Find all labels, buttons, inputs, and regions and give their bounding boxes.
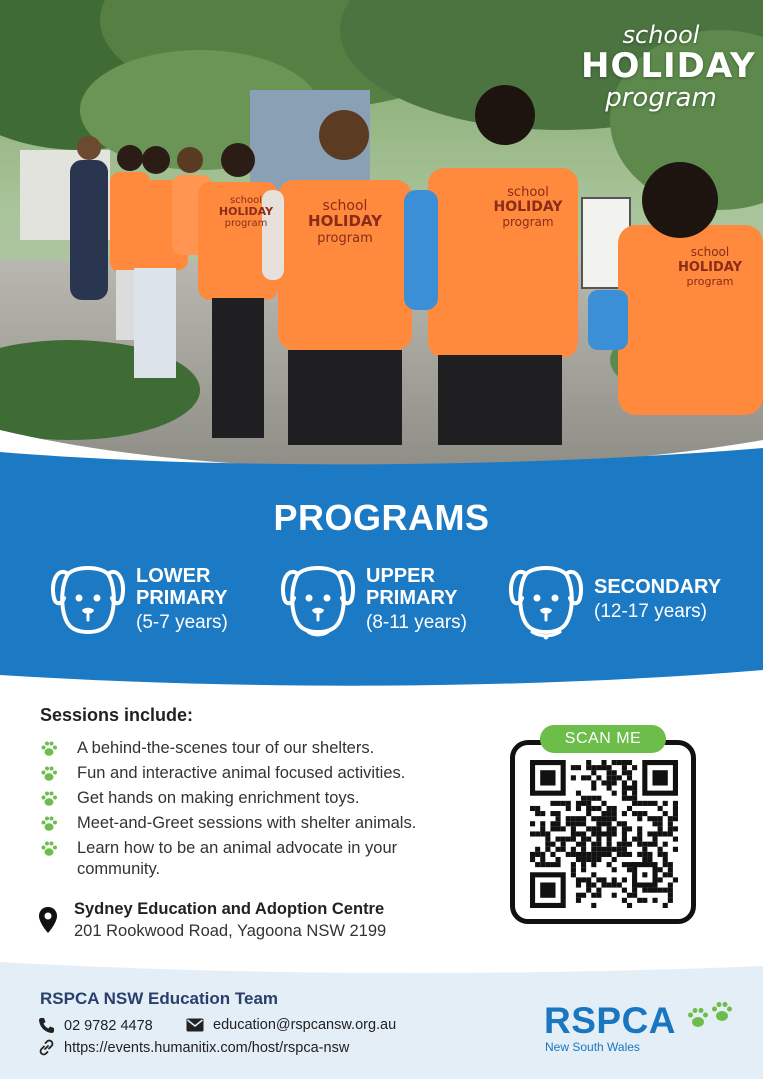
email-contact[interactable] (186, 1017, 396, 1033)
program-age-range: (12-17 years) (594, 600, 707, 622)
paw-icon (40, 815, 58, 833)
school-holiday-program-logo (581, 21, 756, 113)
hero-photo (0, 0, 763, 470)
program-name-line1: UPPER (366, 564, 435, 587)
svg-text:HOLIDAY: HOLIDAY (493, 199, 563, 215)
program-age-range: (5-7 years) (136, 611, 228, 633)
footer-team-name: RSPCA NSW Education Team (40, 989, 279, 1008)
svg-text:school: school (229, 195, 263, 206)
paw-icon (40, 790, 58, 808)
dog-face-icon (280, 560, 356, 640)
svg-text:HOLIDAY: HOLIDAY (218, 205, 274, 218)
program-name-line2: PRIMARY (136, 586, 228, 609)
program-secondary (508, 555, 721, 645)
map-pin-icon (38, 906, 58, 934)
svg-text:HOLIDAY: HOLIDAY (677, 260, 743, 275)
session-text: Meet-and-Greet sessions with shelter animals. (77, 814, 417, 832)
program-age-range: (8-11 years) (366, 611, 468, 633)
svg-text:school: school (690, 245, 730, 259)
rspca-logo-wordmark: RSPCA (544, 1000, 677, 1041)
svg-text:school: school (507, 185, 549, 200)
rspca-logo-subtitle: New South Wales (545, 1040, 640, 1054)
svg-text:program: program (317, 231, 373, 246)
link-icon (38, 1039, 55, 1056)
list-item (40, 813, 480, 834)
svg-text:school: school (322, 198, 368, 214)
sessions-title: Sessions include: (40, 705, 194, 725)
paw-icon (40, 740, 58, 758)
paw-icon (40, 765, 58, 783)
paw-icon (40, 840, 58, 858)
event-url[interactable]: https://events.humanitix.com/host/rspca-nsw (64, 1039, 350, 1056)
logo-line-program: program (605, 83, 717, 113)
dog-face-icon (50, 560, 126, 640)
list-item (40, 738, 480, 759)
programs-title: PROGRAMS (273, 497, 490, 538)
location-address: 201 Rookwood Road, Yagoona NSW 2199 (74, 922, 387, 940)
list-item (40, 763, 480, 784)
logo-line-holiday: HOLIDAY (581, 46, 756, 86)
session-text: Learn how to be an animal advocate in your community. (77, 839, 398, 878)
session-text: A behind-the-scenes tour of our shelters. (77, 739, 375, 757)
program-lower-primary (50, 555, 228, 645)
program-name-line2: PRIMARY (366, 586, 458, 609)
qr-code[interactable] (530, 760, 678, 908)
program-name-line1: LOWER (136, 564, 211, 587)
dog-face-icon (508, 560, 584, 640)
session-text: Fun and interactive animal focused activities. (77, 764, 406, 782)
phone-number[interactable]: 02 9782 4478 (64, 1017, 153, 1034)
logo-line-school: school (622, 21, 700, 49)
scan-me-badge: SCAN ME (540, 725, 666, 753)
rspca-paw-prints-icon (686, 994, 738, 1034)
program-upper-primary (280, 555, 467, 645)
program-name-line1: SECONDARY (594, 575, 722, 598)
svg-text:program: program (224, 218, 268, 229)
url-contact[interactable] (38, 1039, 349, 1056)
location-block (38, 898, 386, 942)
list-item (40, 838, 480, 880)
phone-icon (38, 1017, 55, 1034)
sessions-list (40, 738, 480, 884)
location-name: Sydney Education and Adoption Centre (74, 900, 385, 918)
svg-text:program: program (502, 215, 554, 229)
session-text: Get hands on making enrichment toys. (77, 789, 360, 807)
email-address[interactable]: education@rspcansw.org.au (213, 1017, 397, 1033)
email-icon (186, 1018, 204, 1032)
svg-text:program: program (686, 275, 734, 288)
svg-text:HOLIDAY: HOLIDAY (308, 212, 382, 230)
phone-contact[interactable] (38, 1017, 153, 1034)
list-item (40, 788, 480, 809)
